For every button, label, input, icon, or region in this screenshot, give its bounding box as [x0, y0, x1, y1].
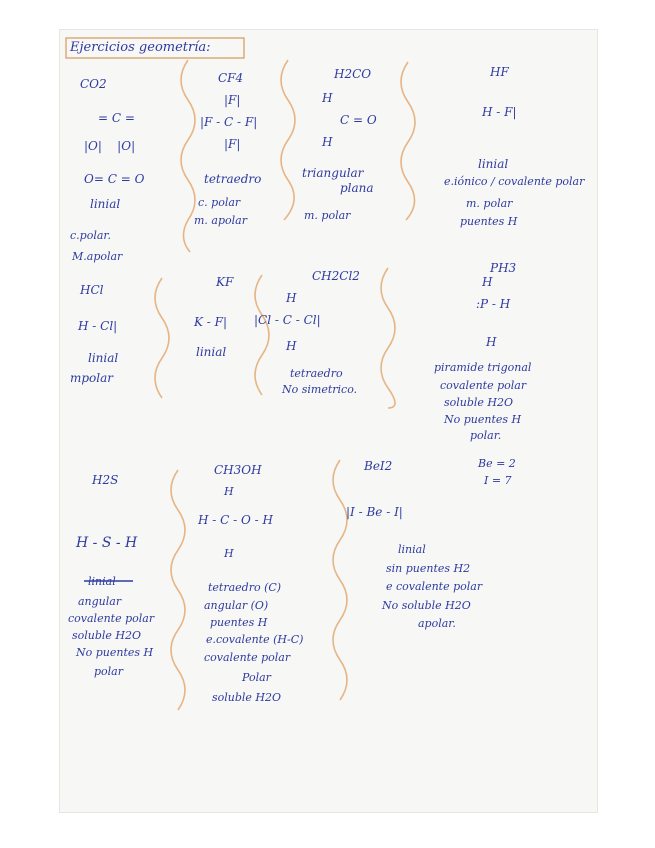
geometry-label: angular: [78, 595, 122, 608]
bond-label: c.polar.: [70, 229, 111, 242]
geometry-label: linial: [90, 197, 121, 211]
molecule-formula: CH2Cl2: [312, 269, 360, 283]
hbond-label: No puentes H: [76, 646, 154, 659]
structure-line: |O| |O|: [84, 139, 136, 153]
molecule-formula: BeI2: [364, 459, 393, 473]
hbond-label: puentes H: [210, 616, 268, 629]
structure-line: |F|: [224, 93, 241, 107]
bond-label: covalente polar: [204, 651, 291, 664]
geometry-label: tetraedro: [204, 172, 262, 186]
polarity-label: m. apolar: [194, 214, 247, 227]
structure-line: |Cl - C - Cl|: [254, 313, 321, 327]
geometry-label: triangular: [302, 166, 364, 180]
bond-label: e.iónico / covalente polar: [444, 175, 585, 188]
polarity-label: M.apolar: [72, 250, 123, 263]
geometry-label: angular (O): [204, 599, 269, 612]
solubility-label: soluble H2O: [444, 396, 514, 409]
valence-note: Be = 2: [478, 457, 516, 470]
structure-line: H: [486, 335, 497, 349]
structure-line: H: [322, 135, 333, 149]
hbond-label: puentes H: [460, 215, 518, 228]
molecule-formula: H2S: [92, 473, 119, 487]
polarity-label: m. polar: [304, 209, 351, 222]
wavy-divider: [155, 278, 169, 398]
molecule-formula: CO2: [80, 77, 107, 91]
molecule-formula: CH3OH: [214, 463, 262, 477]
molecule-formula: H2CO: [334, 67, 372, 81]
structure-line: H - S - H: [76, 535, 138, 551]
page-title: Ejercicios geometría:: [70, 40, 211, 55]
polarity-label: m. polar: [466, 197, 513, 210]
geometry-label: linial: [398, 543, 426, 556]
structure-line: |I - Be - I|: [346, 505, 403, 519]
polarity-label: Polar: [242, 671, 271, 684]
molecule-formula: KF: [216, 275, 234, 289]
valence-note: I = 7: [484, 474, 512, 487]
wavy-divider: [401, 62, 415, 220]
structure-line: :P - H: [476, 297, 511, 311]
geometry-label: tetraedro: [290, 367, 343, 380]
structure-line: |F - C - F|: [200, 115, 258, 129]
solubility-label: soluble H2O: [72, 629, 142, 642]
structure-line: H - Cl|: [78, 319, 118, 333]
geometry-label-struck: linial: [88, 575, 116, 588]
structure-line: C = O: [340, 113, 377, 127]
geometry-label: piramide trigonal: [434, 361, 532, 374]
structure-line: H: [286, 291, 297, 305]
wavy-divider: [381, 268, 395, 408]
hbond-label: sin puentes H2: [386, 562, 471, 575]
geometry-label: plana: [340, 181, 374, 195]
solubility-label: No soluble H2O: [382, 599, 471, 612]
geometry-label: linial: [196, 345, 227, 359]
bond-label: covalente polar: [68, 612, 155, 625]
bond-label: covalente polar: [440, 379, 527, 392]
wavy-divider: [281, 60, 295, 220]
bond-label: e.covalente (H-C): [206, 633, 304, 646]
hbond-label: No puentes H: [444, 413, 522, 426]
bond-label: e covalente polar: [386, 580, 483, 593]
polarity-label: mpolar: [70, 371, 114, 385]
structure-line: = C =: [98, 111, 135, 125]
structure-line: |F|: [224, 137, 241, 151]
structure-line: H: [224, 547, 234, 560]
structure-line: H: [482, 275, 493, 289]
molecule-formula: CF4: [218, 71, 244, 85]
wavy-divider: [181, 60, 195, 252]
molecule-formula: HF: [490, 65, 509, 79]
structure-line: H: [322, 91, 333, 105]
symmetry-label: No simetrico.: [282, 383, 358, 396]
wavy-divider: [255, 275, 269, 395]
structure-line: H - F|: [482, 105, 517, 119]
structure-line: H - C - O - H: [198, 513, 273, 527]
structure-line: K - F|: [194, 315, 228, 329]
geometry-label: linial: [478, 157, 509, 171]
wavy-divider: [333, 460, 347, 700]
wavy-divider: [171, 470, 185, 710]
polarity-label: polar: [94, 665, 123, 678]
molecule-formula: HCl: [80, 283, 104, 297]
structure-line: O= C = O: [84, 172, 145, 186]
structure-line: H: [286, 339, 297, 353]
molecule-formula: PH3: [490, 261, 517, 275]
polarity-label: polar.: [470, 429, 502, 442]
geometry-label: linial: [88, 351, 119, 365]
bond-label: c. polar: [198, 196, 241, 209]
polarity-label: apolar.: [418, 617, 456, 630]
geometry-label: tetraedro (C): [208, 581, 282, 594]
structure-line: H: [224, 485, 234, 498]
solubility-label: soluble H2O: [212, 691, 282, 704]
